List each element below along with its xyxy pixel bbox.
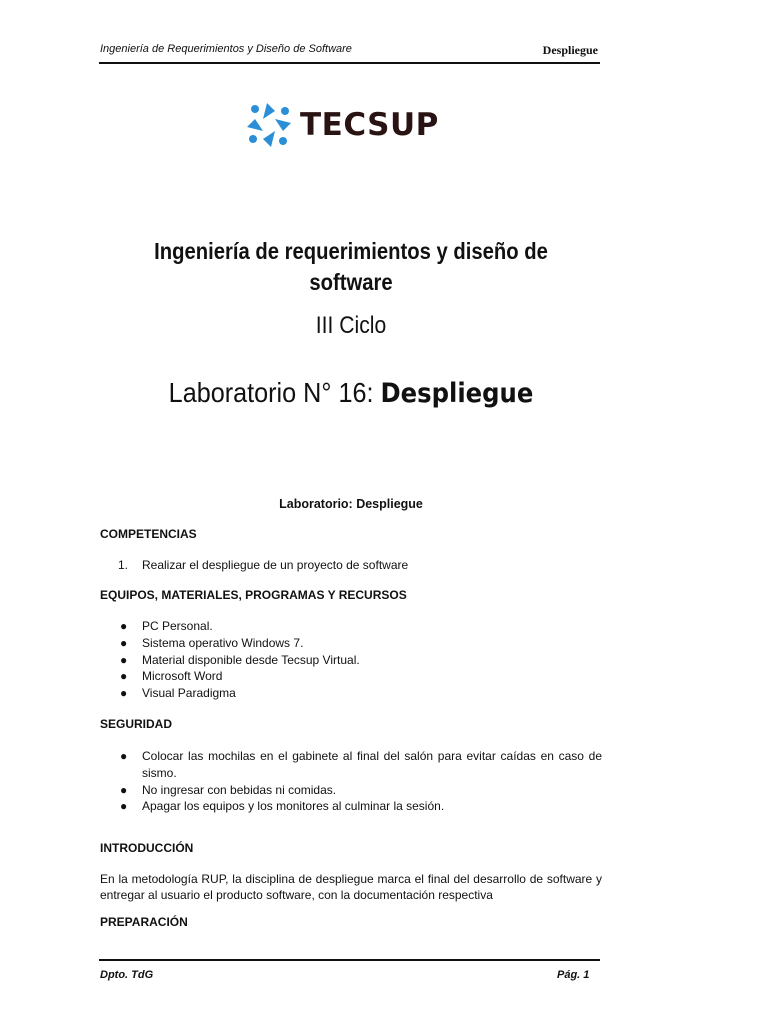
seguridad-heading: SEGURIDAD	[100, 717, 173, 731]
equipos-list	[120, 618, 602, 702]
footer-divider	[99, 959, 600, 961]
list-item	[120, 557, 602, 574]
bullet-icon: ●	[120, 619, 128, 633]
bullet-icon: ●	[120, 799, 128, 814]
bullet-icon: ●	[120, 686, 128, 701]
bullet-icon: ●	[120, 652, 128, 667]
list-item-text: Material disponible desde Tecsup Virtual.	[142, 652, 360, 667]
tecsup-logo-icon	[244, 100, 294, 150]
tecsup-logo	[244, 97, 439, 153]
list-item	[120, 748, 602, 782]
list-item	[120, 685, 602, 702]
lab-title-bold: Despliegue	[380, 378, 534, 409]
title-line-2: software	[309, 269, 393, 295]
title-line-1: Ingeniería de requerimientos y diseño de	[154, 238, 548, 264]
equipos-heading: EQUIPOS, MATERIALES, PROGRAMAS Y RECURSOS	[100, 588, 407, 602]
bullet-icon: ●	[120, 669, 128, 684]
preparacion-heading: PREPARACIÓN	[100, 915, 188, 929]
list-item	[120, 668, 602, 685]
lab-title	[125, 377, 577, 409]
document-title	[130, 236, 572, 298]
list-item-text: Sistema operativo Windows 7.	[142, 635, 304, 650]
lab-title-prefix: Laboratorio N° 16:	[168, 377, 381, 408]
list-item-text: Microsoft Word	[142, 669, 223, 684]
competencias-list	[120, 557, 602, 574]
list-item-text: Colocar las mochilas en el gabinete al final del salón para evitar caídas en caso de sismo.	[142, 749, 602, 780]
list-item-text: PC Personal.	[142, 619, 213, 633]
bullet-icon: ●	[120, 749, 128, 763]
list-item	[120, 798, 602, 815]
introduccion-text: En la metodología RUP, la disciplina de despliegue marca el final del desarrollo de software y entregar al usuario el producto software, con la documentación respectiva	[100, 872, 602, 902]
seguridad-list	[120, 748, 602, 815]
header-section: Despliegue	[542, 43, 598, 57]
list-item	[120, 635, 602, 652]
lab-subtitle: Laboratorio: Despliegue	[279, 497, 423, 511]
list-item-text: Realizar el despliegue de un proyecto de software	[142, 558, 409, 572]
footer-page-number: Pág. 1	[557, 969, 590, 981]
cycle-label: III Ciclo	[315, 312, 387, 339]
header-title: Ingeniería de Requerimientos y Diseño de Software	[100, 43, 352, 55]
header-divider	[99, 62, 600, 64]
list-number: 1.	[118, 558, 129, 572]
footer-department: Dpto. TdG	[100, 969, 154, 981]
bullet-icon: ●	[120, 635, 128, 650]
bullet-icon: ●	[120, 782, 128, 797]
list-item	[120, 782, 602, 799]
list-item	[120, 652, 602, 669]
list-item-text: Visual Paradigma	[142, 686, 236, 701]
introduccion-heading: INTRODUCCIÓN	[100, 841, 194, 855]
logo-wordmark: TECSUP	[300, 107, 439, 143]
list-item-text: Apagar los equipos y los monitores al culminar la sesión.	[142, 799, 445, 814]
list-item-text: No ingresar con bebidas ni comidas.	[142, 782, 337, 797]
competencias-heading: COMPETENCIAS	[100, 527, 197, 541]
list-item	[120, 618, 602, 635]
